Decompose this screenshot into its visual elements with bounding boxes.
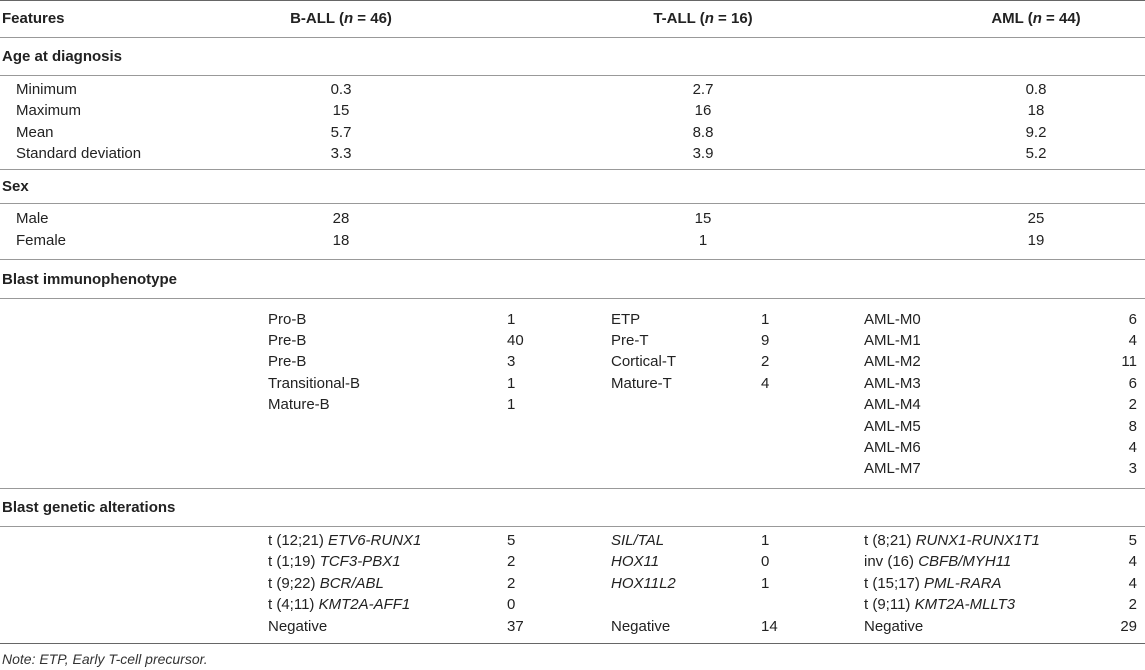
immuno-aml-label: AML-M3 — [864, 375, 921, 392]
immuno-aml-label: AML-M1 — [864, 332, 921, 349]
genetic-b-value: 0 — [507, 596, 516, 613]
genetic-aml-value: 4 — [1128, 553, 1137, 570]
immuno-t-label: Mature-T — [611, 375, 672, 392]
genetic-b-label: t (9;22) BCR/ABL — [268, 575, 384, 592]
section-title-genetic: Blast genetic alterations — [2, 499, 176, 516]
sex-row-t-all: 1 — [698, 232, 708, 249]
genetic-aml-value: 29 — [1120, 618, 1137, 635]
age-row-aml: 0.8 — [1025, 81, 1047, 98]
immuno-title-rule — [0, 298, 1145, 299]
immuno-aml-value: 8 — [1128, 418, 1137, 435]
sex-title-rule — [0, 203, 1145, 204]
genetic-t-value: 1 — [761, 532, 770, 549]
sex-row-aml: 19 — [1027, 232, 1045, 249]
age-title-rule — [0, 75, 1145, 76]
age-row-t-all: 16 — [694, 102, 712, 119]
column-header-b-all: B-ALL (n = 46) — [290, 10, 392, 27]
table-footnote: Note: ETP, Early T-cell precursor. — [2, 651, 208, 667]
genetic-aml-label: inv (16) CBFB/MYH11 — [864, 553, 1012, 570]
immuno-aml-label: AML-M4 — [864, 396, 921, 413]
genetic-t-value: 1 — [761, 575, 770, 592]
immuno-t-value: 4 — [761, 375, 770, 392]
sex-row-label: Male — [16, 210, 49, 227]
genetic-t-value: 0 — [761, 553, 770, 570]
immuno-t-label: Cortical-T — [611, 353, 677, 370]
age-row-b-all: 0.3 — [330, 81, 352, 98]
immuno-b-value: 40 — [507, 332, 524, 349]
age-row-t-all: 2.7 — [692, 81, 714, 98]
immuno-section-rule — [0, 488, 1145, 489]
immuno-b-value: 3 — [507, 353, 516, 370]
age-section-rule — [0, 169, 1145, 170]
age-row-label: Maximum — [16, 102, 82, 119]
sex-row-b-all: 28 — [332, 210, 350, 227]
genetic-b-label: t (12;21) ETV6-RUNX1 — [268, 532, 422, 549]
immuno-aml-value: 4 — [1128, 439, 1137, 456]
genetic-aml-value: 5 — [1128, 532, 1137, 549]
sex-section-rule — [0, 259, 1145, 260]
age-row-t-all: 3.9 — [692, 145, 714, 162]
section-title-sex: Sex — [2, 178, 29, 195]
immuno-b-label: Mature-B — [268, 396, 330, 413]
genetic-t-label: HOX11 — [611, 553, 660, 570]
header-rule — [0, 37, 1145, 38]
immuno-aml-value: 2 — [1128, 396, 1137, 413]
age-row-b-all: 5.7 — [330, 124, 352, 141]
immuno-t-label: Pre-T — [611, 332, 649, 349]
immuno-aml-label: AML-M7 — [864, 460, 921, 477]
genetic-b-value: 2 — [507, 575, 516, 592]
age-row-label: Mean — [16, 124, 54, 141]
table-top-rule — [0, 0, 1145, 1]
genetic-t-label: Negative — [611, 618, 671, 635]
immuno-aml-label: AML-M0 — [864, 311, 921, 328]
genetic-aml-label: t (15;17) PML-RARA — [864, 575, 1002, 592]
genetic-b-label: Negative — [268, 618, 328, 635]
immuno-t-value: 9 — [761, 332, 770, 349]
age-row-b-all: 3.3 — [330, 145, 352, 162]
immuno-aml-label: AML-M5 — [864, 418, 921, 435]
genetic-b-label: t (4;11) KMT2A-AFF1 — [268, 596, 411, 613]
immuno-b-label: Pre-B — [268, 332, 307, 349]
sex-row-label: Female — [16, 232, 67, 249]
section-title-immunophenotype: Blast immunophenotype — [2, 271, 178, 288]
genetic-b-value: 2 — [507, 553, 516, 570]
column-header-t-all: T-ALL (n = 16) — [653, 10, 753, 27]
age-row-b-all: 15 — [332, 102, 350, 119]
immuno-aml-label: AML-M6 — [864, 439, 921, 456]
immuno-aml-value: 11 — [1121, 353, 1137, 370]
genetic-aml-label: t (9;11) KMT2A-MLLT3 — [864, 596, 1016, 613]
genetic-aml-label: t (8;21) RUNX1-RUNX1T1 — [864, 532, 1040, 549]
genetic-title-rule — [0, 526, 1145, 527]
immuno-b-label: Pro-B — [268, 311, 307, 328]
genetic-aml-value: 4 — [1128, 575, 1137, 592]
immuno-aml-value: 6 — [1128, 311, 1137, 328]
genetic-t-label: HOX11L2 — [611, 575, 676, 592]
age-row-aml: 9.2 — [1025, 124, 1047, 141]
immuno-t-label: ETP — [611, 311, 641, 328]
sex-row-b-all: 18 — [332, 232, 350, 249]
sex-row-aml: 25 — [1027, 210, 1045, 227]
immuno-t-value: 2 — [761, 353, 770, 370]
immuno-aml-value: 6 — [1128, 375, 1137, 392]
genetic-b-value: 5 — [507, 532, 516, 549]
genetic-b-label: t (1;19) TCF3-PBX1 — [268, 553, 401, 570]
genetic-t-value: 14 — [761, 618, 778, 635]
genetic-aml-value: 2 — [1128, 596, 1137, 613]
immuno-b-label: Transitional-B — [268, 375, 360, 392]
immuno-b-value: 1 — [507, 311, 516, 328]
genetic-b-value: 37 — [507, 618, 524, 635]
immuno-t-value: 1 — [761, 311, 770, 328]
genetic-aml-label: Negative — [864, 618, 924, 635]
immuno-b-value: 1 — [507, 396, 516, 413]
age-row-t-all: 8.8 — [692, 124, 714, 141]
immuno-b-value: 1 — [507, 375, 516, 392]
immuno-aml-label: AML-M2 — [864, 353, 921, 370]
age-row-aml: 5.2 — [1025, 145, 1047, 162]
column-header-aml: AML (n = 44) — [991, 10, 1081, 27]
sex-row-t-all: 15 — [694, 210, 712, 227]
immuno-b-label: Pre-B — [268, 353, 307, 370]
immuno-aml-value: 3 — [1128, 460, 1137, 477]
column-header-features: Features — [2, 10, 65, 27]
section-title-age: Age at diagnosis — [2, 48, 123, 65]
genetic-t-label: SIL/TAL — [611, 532, 665, 549]
age-row-label: Standard deviation — [16, 145, 142, 162]
immuno-aml-value: 4 — [1128, 332, 1137, 349]
age-row-label: Minimum — [16, 81, 77, 98]
age-row-aml: 18 — [1027, 102, 1045, 119]
table-bottom-rule — [0, 643, 1145, 644]
